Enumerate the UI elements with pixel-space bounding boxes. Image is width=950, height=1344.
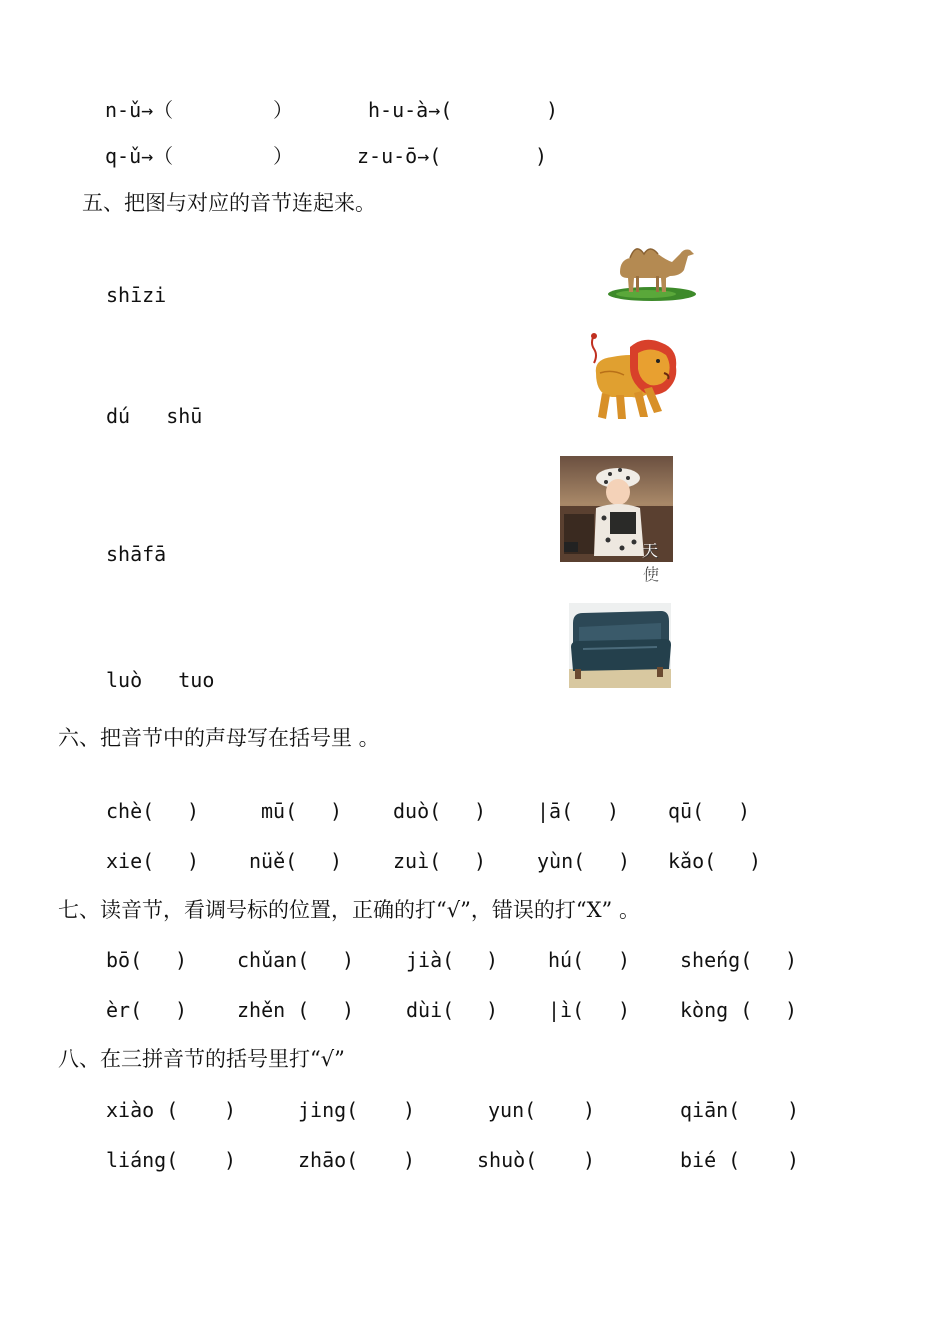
answer-paren-close: ): [175, 948, 188, 972]
answer-paren-close: ): [175, 998, 188, 1022]
section-7-title: 七、读音节，看调号标的位置，正确的打“√”，错误的打“X” 。: [58, 898, 640, 922]
syllable-item: duò(: [393, 799, 442, 823]
syllable-item: chè(: [106, 799, 155, 823]
answer-paren-close: ): [474, 849, 487, 873]
syllable-item: jià(: [406, 948, 455, 972]
lion-image: [582, 333, 682, 425]
spell-item-4: z-u-ō→(: [357, 144, 442, 168]
syllable-item: zhěn (: [237, 998, 310, 1022]
answer-paren-close: ): [785, 998, 798, 1022]
camel-image: [606, 236, 698, 302]
syllable-item: kòng (: [680, 998, 753, 1022]
answer-paren-close: ): [330, 849, 343, 873]
answer-paren-close: ): [224, 1098, 237, 1122]
answer-paren-close: ): [738, 799, 751, 823]
match-word-2: dú shū: [106, 404, 203, 428]
syllable-item: hú(: [548, 948, 585, 972]
syllable-item: bié (: [680, 1148, 741, 1172]
answer-paren-close: ): [342, 998, 355, 1022]
syllable-item: jing(: [298, 1098, 359, 1122]
match-word-3: shāfā: [106, 542, 167, 566]
spell-item-3: q-ǔ→（: [105, 144, 174, 168]
answer-paren-close: ): [787, 1148, 800, 1172]
syllable-item: liáng(: [106, 1148, 179, 1172]
syllable-item: qū(: [668, 799, 705, 823]
syllable-item: sheńg(: [680, 948, 753, 972]
answer-paren-close: ): [342, 948, 355, 972]
answer-paren-close: ): [618, 849, 631, 873]
answer-paren-close: ): [618, 998, 631, 1022]
photo-caption: 天使: [642, 541, 659, 583]
answer-paren-close: ): [474, 799, 487, 823]
syllable-item: kǎo(: [668, 849, 717, 873]
sofa-image: [569, 603, 671, 688]
spell-item-2: h-u-à→(: [368, 98, 453, 122]
girl-reading-photo: [560, 456, 673, 583]
answer-paren-close: ): [403, 1148, 416, 1172]
syllable-item: shuò(: [477, 1148, 538, 1172]
answer-paren-close: ): [330, 799, 343, 823]
answer-paren-close: ): [187, 849, 200, 873]
answer-paren-close: ): [486, 948, 499, 972]
syllable-item: yùn(: [537, 849, 586, 873]
spell-item-1: n-ǔ→（: [105, 98, 174, 122]
answer-paren-close: ): [618, 948, 631, 972]
answer-paren-close: ): [187, 799, 200, 823]
syllable-item: mū(: [261, 799, 298, 823]
syllable-item: èr(: [106, 998, 143, 1022]
match-word-1: shīzi: [106, 283, 167, 307]
syllable-item: zuì(: [393, 849, 442, 873]
syllable-item: |ā(: [537, 799, 574, 823]
answer-paren-close: ): [583, 1148, 596, 1172]
answer-paren-close: ): [749, 849, 762, 873]
answer-paren-close: ): [535, 144, 548, 168]
syllable-item: |ì(: [548, 998, 585, 1022]
answer-paren-close: ): [403, 1098, 416, 1122]
answer-paren-close: ): [486, 998, 499, 1022]
answer-paren-close: ）: [273, 144, 293, 168]
answer-paren-close: ): [785, 948, 798, 972]
section-5-title: 五、把图与对应的音节连起来。: [82, 191, 376, 215]
syllable-item: xiào (: [106, 1098, 179, 1122]
syllable-item: xie(: [106, 849, 155, 873]
syllable-item: dùi(: [406, 998, 455, 1022]
match-word-4: luò tuo: [106, 668, 215, 692]
answer-paren-close: ）: [273, 98, 293, 122]
answer-paren-close: ): [787, 1098, 800, 1122]
syllable-item: nüě(: [249, 849, 298, 873]
section-8-title: 八、在三拼音节的括号里打“√”: [58, 1047, 345, 1071]
syllable-item: bō(: [106, 948, 143, 972]
answer-paren-close: ): [546, 98, 559, 122]
answer-paren-close: ): [607, 799, 620, 823]
answer-paren-close: ): [583, 1098, 596, 1122]
section-6-title: 六、把音节中的声母写在括号里 。: [58, 726, 380, 750]
syllable-item: zhāo(: [298, 1148, 359, 1172]
syllable-item: yun(: [488, 1098, 537, 1122]
syllable-item: chǔan(: [237, 948, 310, 972]
syllable-item: qiān(: [680, 1098, 741, 1122]
answer-paren-close: ): [224, 1148, 237, 1172]
